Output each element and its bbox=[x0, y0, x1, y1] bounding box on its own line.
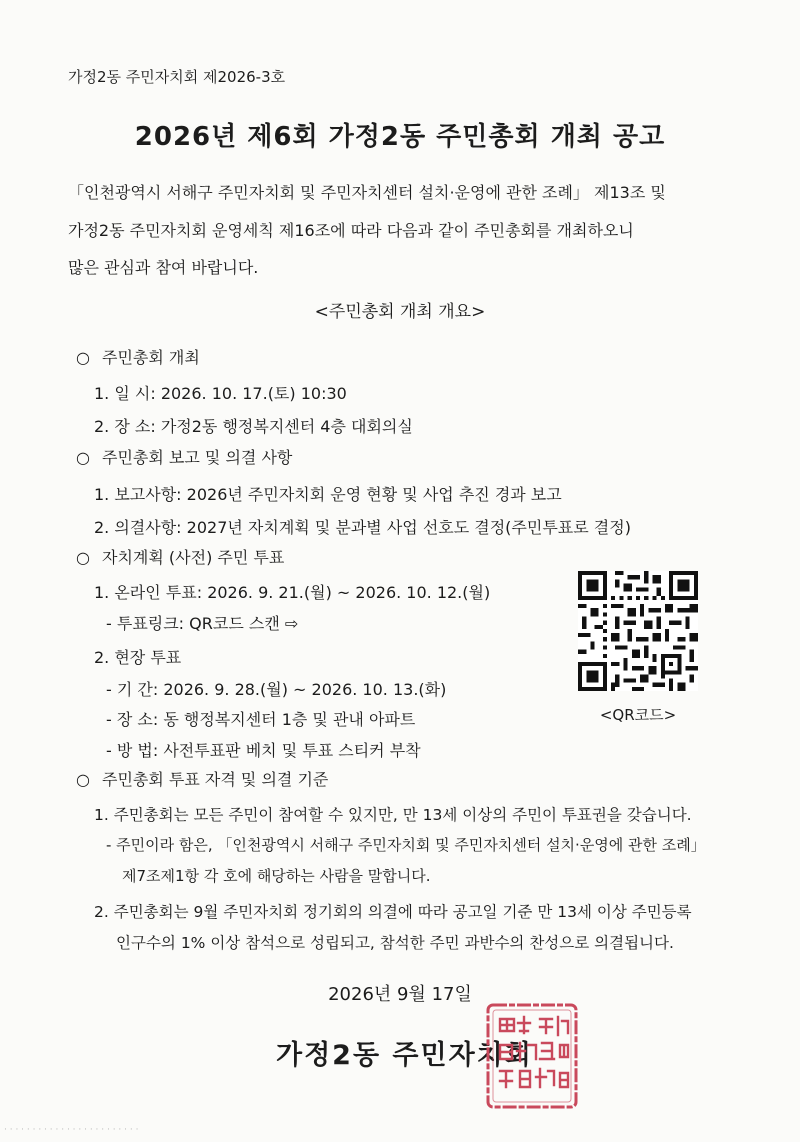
list-item: 2. 주민총회는 9월 주민자치회 정기회의 의결에 따라 공고일 기준 만 13세 이상 주민등록 bbox=[94, 903, 692, 921]
intro-line: 많은 관심과 참여 바랍니다. bbox=[68, 258, 259, 277]
qr-code[interactable] bbox=[578, 571, 698, 691]
list-item: 1. 온라인 투표: 2026. 9. 21.(월) ~ 2026. 10. 12.(월) bbox=[94, 583, 491, 602]
section-heading-text: 주민총회 투표 자격 및 의결 기준 bbox=[102, 770, 329, 789]
list-item: 1. 주민총회는 모든 주민이 참여할 수 있지만, 만 13세 이상의 주민이 투표권을 갖습니다. bbox=[94, 806, 692, 824]
section-subtitle: <주민총회 개최 개요> bbox=[314, 302, 486, 322]
document-number: 가정2동 주민자치회 제2026-3호 bbox=[68, 68, 286, 86]
official-seal-stamp bbox=[484, 1001, 580, 1111]
list-item: 제7조제1항 각 호에 해당하는 사람을 말합니다. bbox=[122, 867, 431, 885]
list-item: 2. 현장 투표 bbox=[94, 648, 182, 667]
page-title: 2026년 제6회 가정2동 주민총회 개최 공고 bbox=[134, 122, 666, 152]
list-item: 2. 의결사항: 2027년 자치계획 및 분과별 사업 선호도 결정(주민투표로 결정) bbox=[94, 518, 631, 537]
list-item: - 기 간: 2026. 9. 28.(월) ~ 2026. 10. 13.(화) bbox=[106, 680, 447, 699]
list-item: 인구수의 1% 이상 참석으로 성립되고, 참석한 주민 과반수의 찬성으로 의결됩니다. bbox=[116, 934, 674, 952]
section-heading-meeting bbox=[76, 345, 200, 368]
qr-caption: <QR코드> bbox=[599, 706, 677, 724]
vote-link-item: - 투표링크: QR코드 스캔 ⇨ bbox=[106, 614, 299, 633]
announcement-date: 2026년 9월 17일 bbox=[328, 984, 472, 1005]
print-footer: · · · · · · · · · · · · · · · · · · · · · · · · bbox=[4, 1125, 139, 1135]
circle-bullet-icon: ○ bbox=[76, 448, 90, 467]
list-item: - 장 소: 동 행정복지센터 1층 및 관내 아파트 bbox=[106, 710, 416, 729]
section-heading-text: 주민총회 개최 bbox=[102, 348, 200, 367]
circle-bullet-icon: ○ bbox=[76, 348, 90, 367]
circle-bullet-icon: ○ bbox=[76, 548, 90, 567]
section-heading-agenda bbox=[76, 445, 292, 468]
circle-bullet-icon: ○ bbox=[76, 770, 90, 789]
intro-line: 「인천광역시 서해구 주민자치회 및 주민자치센터 설치·운영에 관한 조례」 제13조 및 bbox=[68, 183, 666, 202]
intro-paragraph bbox=[68, 174, 666, 287]
section-heading-criteria bbox=[76, 767, 328, 790]
signer-name: 가정2동 주민자치회 bbox=[276, 1040, 533, 1071]
intro-line: 가정2동 주민자치회 운영세칙 제16조에 따라 다음과 같이 주민총회를 개최하오니 bbox=[68, 220, 634, 240]
list-item: 2. 장 소: 가정2동 행정복지센터 4층 대회의실 bbox=[94, 417, 413, 436]
list-item: - 주민이라 함은, 「인천광역시 서해구 주민자치회 및 주민자치센터 설치·운영에 관한 조례」 bbox=[106, 836, 706, 854]
list-item: - 방 법: 사전투표판 베치 및 투표 스티커 부착 bbox=[106, 741, 421, 760]
section-heading-vote bbox=[76, 545, 284, 568]
list-item: 1. 일 시: 2026. 10. 17.(토) 10:30 bbox=[94, 384, 347, 403]
section-heading-text: 주민총회 보고 및 의결 사항 bbox=[102, 448, 293, 467]
list-item: 1. 보고사항: 2026년 주민자치회 운영 현황 및 사업 추진 경과 보고 bbox=[94, 485, 562, 504]
section-heading-text: 자치계획 (사전) 주민 투표 bbox=[102, 548, 285, 567]
